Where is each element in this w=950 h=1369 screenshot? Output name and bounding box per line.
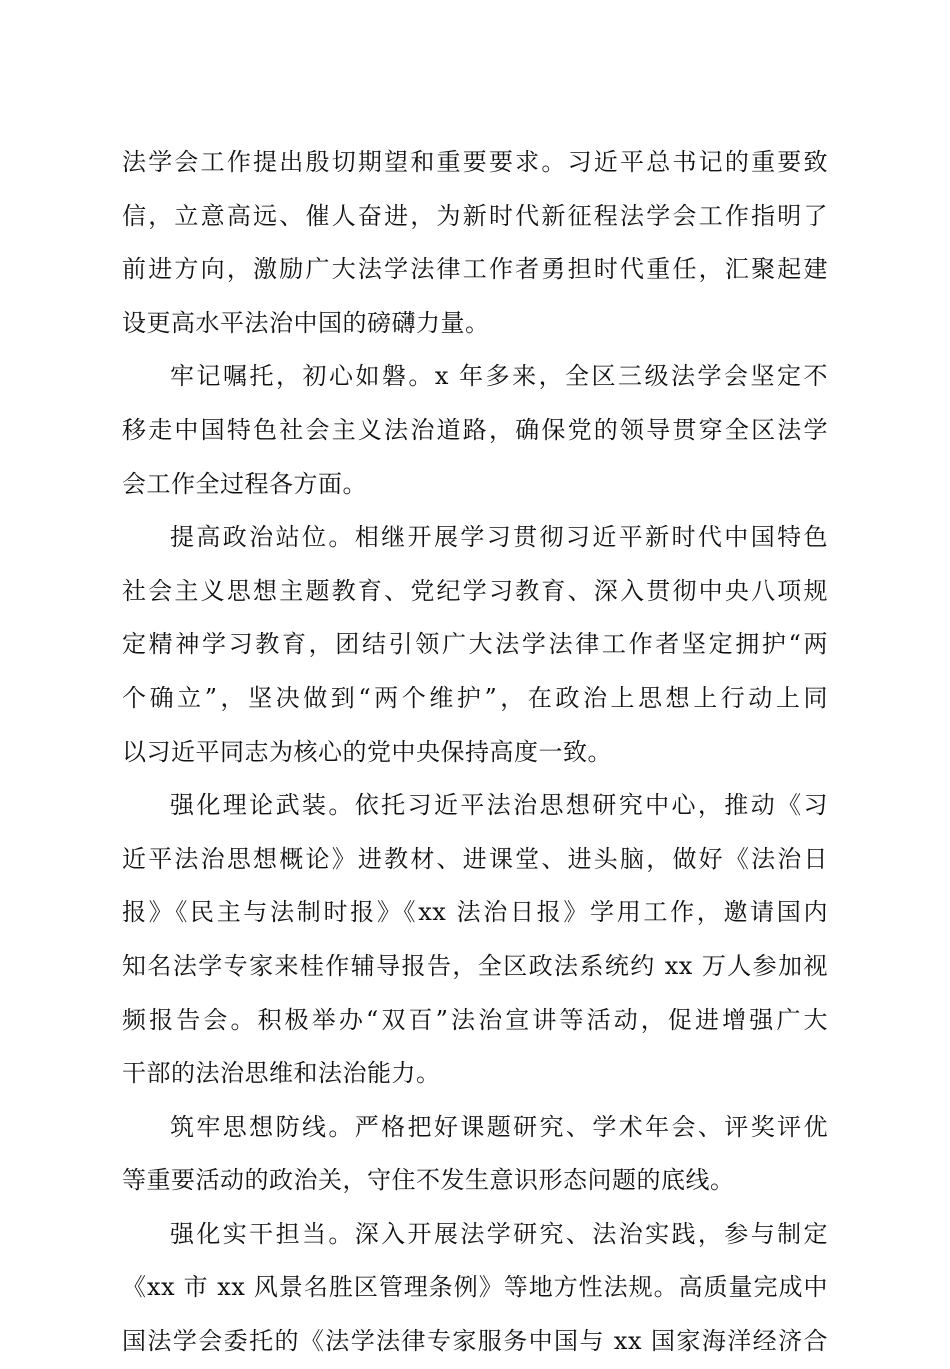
paragraph-start-line: 筑牢思想防线。严格把好课题研究、学术年会、评奖评优 [170, 1112, 828, 1141]
text-line-9: 社会主义思想主题教育、党纪学习教育、深入贯彻中央八项规 [122, 576, 828, 605]
text-line-14: 近平法治思想概论》进教材、进课堂、进头脑，做好《法治日 [122, 844, 828, 873]
text-line-22: 《xx 市 xx 风景名胜区管理条例》等地方性法规。高质量完成中 [122, 1273, 828, 1302]
text-line-7: 会工作全过程各方面。 [122, 469, 367, 498]
text-line-1: 法学会工作提出殷切期望和重要要求。习近平总书记的重要致 [122, 148, 828, 176]
text-line-17: 频报告会。积极举办“双百”法治宣讲等活动，促进增强广大 [122, 1005, 828, 1034]
text-line-20: 等重要活动的政治关，守住不发生意识形态问题的底线。 [122, 1166, 735, 1195]
text-line-23: 国法学会委托的《法学法律专家服务中国与 xx 国家海洋经济合 [122, 1327, 828, 1356]
text-line-12: 以习近平同志为核心的党中央保持高度一致。 [122, 737, 612, 766]
text-line-3: 前进方向，激励广大法学法律工作者勇担时代重任，汇聚起建 [122, 255, 828, 284]
paragraph-start-line: 强化理论武装。依托习近平法治思想研究中心，推动《习 [170, 791, 828, 820]
document-body [122, 136, 828, 1369]
paragraph-start-line: 提高政治站位。相继开展学习贯彻习近平新时代中国特色 [170, 523, 828, 552]
text-line-2: 信，立意高远、催人奋进，为新时代新征程法学会工作指明了 [122, 201, 828, 230]
text-line-15: 报》《民主与法制时报》《xx 法治日报》学用工作，邀请国内 [122, 898, 828, 927]
paragraph-start-line: 强化实干担当。深入开展法学研究、法治实践，参与制定 [170, 1219, 828, 1248]
text-line-18: 干部的法治思维和法治能力。 [122, 1059, 441, 1088]
text-line-16: 知名法学专家来桂作辅导报告，全区政法系统约 xx 万人参加视 [122, 951, 828, 980]
text-line-4: 设更高水平法治中国的磅礴力量。 [122, 308, 490, 337]
paragraph-start-line: 牢记嘱托，初心如磐。x 年多来，全区三级法学会坚定不 [170, 362, 828, 391]
text-line-11: 个确立”，坚决做到“两个维护”，在政治上思想上行动上同 [122, 683, 828, 712]
text-line-6: 移走中国特色社会主义法治道路，确保党的领导贯穿全区法学 [122, 415, 828, 444]
text-line-10: 定精神学习教育，团结引领广大法学法律工作者坚定拥护“两 [122, 630, 828, 659]
